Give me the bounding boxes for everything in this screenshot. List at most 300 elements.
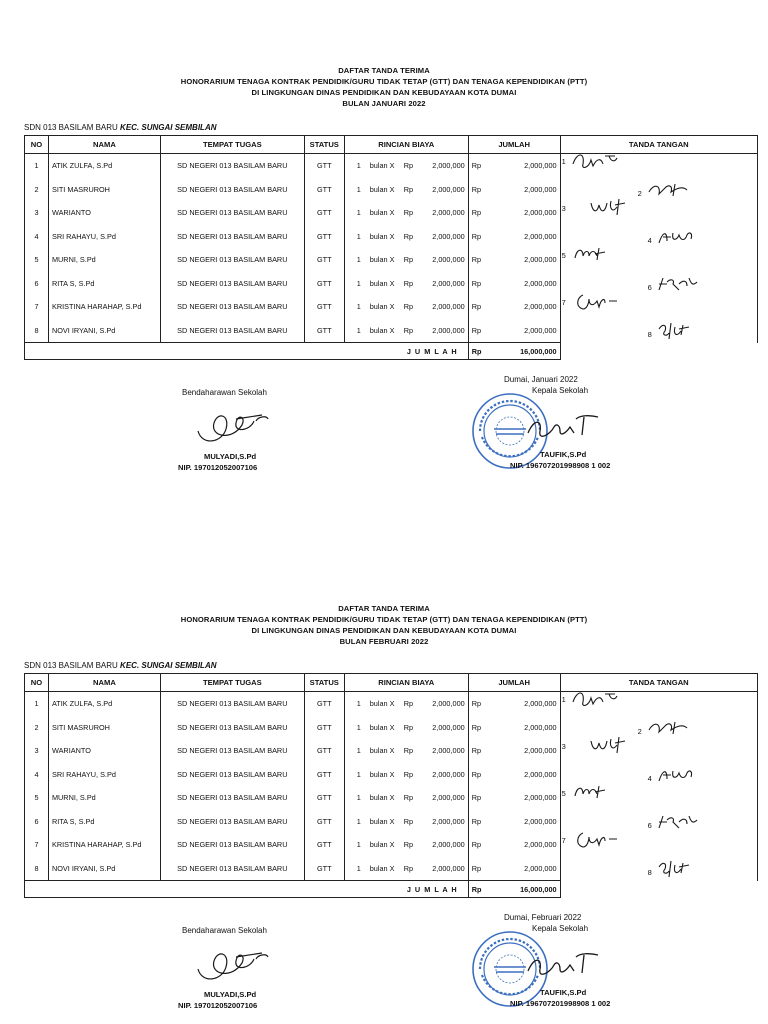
- cell-rincian: [344, 248, 468, 272]
- jumlah-value: 2,000,000: [524, 722, 557, 732]
- row-signature: [589, 197, 637, 219]
- signature-number: 4: [647, 235, 652, 245]
- cell-nama: SITI MASRUROH: [48, 716, 160, 740]
- col-header-ttd: TANDA TANGAN: [560, 674, 757, 692]
- table-header-row: [25, 136, 758, 154]
- rincian-amount: 2,000,000: [432, 722, 465, 732]
- rincian-amount: 2,000,000: [432, 325, 465, 335]
- rincian-amount: 2,000,000: [432, 184, 465, 194]
- cell-tempat: SD NEGERI 013 BASILAM BARU: [160, 319, 304, 343]
- school-name: SDN 013 BASILAM BARU: [24, 661, 118, 670]
- jumlah-value: 2,000,000: [524, 840, 557, 850]
- cell-nama: SRI RAHAYU, S.Pd: [48, 763, 160, 787]
- rincian-unit: bulan X: [369, 769, 395, 779]
- cell-nama: KRISTINA HARAHAP, S.Pd: [48, 295, 160, 319]
- col-header-rincian: RINCIAN BIAYA: [344, 674, 468, 692]
- cell-status: GTT: [304, 225, 344, 249]
- cell-no: 4: [25, 763, 49, 787]
- bendahara-role: Bendaharawan Sekolah: [182, 388, 267, 397]
- cell-status: GTT: [304, 716, 344, 740]
- rincian-amount: 2,000,000: [432, 863, 465, 873]
- cell-jumlah: [468, 763, 560, 787]
- row-signature: [657, 227, 705, 249]
- cell-status: GTT: [304, 833, 344, 857]
- rincian-amount: 2,000,000: [432, 208, 465, 218]
- cell-tempat: SD NEGERI 013 BASILAM BARU: [160, 201, 304, 225]
- rincian-qty: 1: [356, 699, 361, 709]
- sheet-title: [0, 65, 768, 109]
- row-signature: [573, 244, 621, 266]
- cell-rincian: [344, 739, 468, 763]
- jumlah-value: 2,000,000: [524, 278, 557, 288]
- kepala-name: TAUFIK,S.Pd: [540, 988, 587, 997]
- cell-nama: RITA S, S.Pd: [48, 810, 160, 834]
- cell-tempat: SD NEGERI 013 BASILAM BARU: [160, 692, 304, 716]
- cell-rincian: [344, 295, 468, 319]
- table-row: [25, 154, 758, 178]
- signature-number: 1: [561, 695, 566, 704]
- cell-jumlah: [468, 716, 560, 740]
- receipt-sheet-february: [0, 603, 768, 1010]
- table-row: [25, 201, 758, 225]
- cell-rincian: [344, 833, 468, 857]
- cell-jumlah: [468, 857, 560, 881]
- cell-jumlah: [468, 248, 560, 272]
- rincian-amount: 2,000,000: [432, 769, 465, 779]
- col-header-tempat: TEMPAT TUGAS: [160, 136, 304, 154]
- rincian-unit: bulan X: [369, 161, 395, 171]
- school-line: [24, 123, 217, 132]
- cell-nama: MURNI, S.Pd: [48, 248, 160, 272]
- cell-tempat: SD NEGERI 013 BASILAM BARU: [160, 763, 304, 787]
- kepala-name: TAUFIK,S.Pd: [540, 450, 587, 459]
- cell-status: GTT: [304, 295, 344, 319]
- jumlah-rp: Rp: [471, 231, 482, 241]
- cell-no: 3: [25, 201, 49, 225]
- cell-status: GTT: [304, 786, 344, 810]
- rincian-rp: Rp: [403, 722, 414, 732]
- cell-tanda-tangan: [560, 833, 757, 857]
- cell-jumlah: [468, 154, 560, 178]
- cell-nama: WARIANTO: [48, 739, 160, 763]
- jumlah-value: 2,000,000: [524, 255, 557, 265]
- signature-number: 5: [561, 789, 566, 798]
- jumlah-rp: Rp: [471, 184, 482, 194]
- bendahara-name: MULYADI,S.Pd: [204, 452, 257, 461]
- col-header-nama: NAMA: [48, 136, 160, 154]
- total-label: J U M L A H: [25, 881, 469, 898]
- cell-status: GTT: [304, 201, 344, 225]
- cell-status: GTT: [304, 857, 344, 881]
- col-header-ttd: TANDA TANGAN: [560, 136, 757, 154]
- cell-tempat: SD NEGERI 013 BASILAM BARU: [160, 716, 304, 740]
- rincian-rp: Rp: [403, 184, 414, 194]
- total-value: 16,000,000: [520, 346, 557, 356]
- jumlah-rp: Rp: [471, 302, 482, 312]
- rincian-qty: 1: [356, 255, 361, 265]
- cell-status: GTT: [304, 154, 344, 178]
- cell-rincian: [344, 319, 468, 343]
- rincian-qty: 1: [356, 840, 361, 850]
- cell-status: GTT: [304, 248, 344, 272]
- cell-tanda-tangan: [560, 154, 757, 178]
- cell-rincian: [344, 178, 468, 202]
- sheet-title: [0, 603, 768, 647]
- cell-jumlah: [468, 225, 560, 249]
- total-value: 16,000,000: [520, 884, 557, 894]
- rincian-qty: 1: [356, 816, 361, 826]
- jumlah-rp: Rp: [471, 722, 482, 732]
- jumlah-value: 2,000,000: [524, 746, 557, 756]
- rincian-rp: Rp: [403, 769, 414, 779]
- cell-rincian: [344, 272, 468, 296]
- total-rp: Rp: [471, 346, 482, 356]
- kepala-role: Kepala Sekolah: [532, 386, 589, 395]
- signature-number: 6: [647, 820, 652, 830]
- rincian-qty: 1: [356, 722, 361, 732]
- rincian-rp: Rp: [403, 793, 414, 803]
- table-row: [25, 178, 758, 202]
- jumlah-rp: Rp: [471, 255, 482, 265]
- cell-nama: NOVI IRYANI, S.Pd: [48, 857, 160, 881]
- cell-status: GTT: [304, 178, 344, 202]
- rincian-amount: 2,000,000: [432, 161, 465, 171]
- table-row: [25, 833, 758, 857]
- rincian-qty: 1: [356, 746, 361, 756]
- cell-tanda-tangan: [560, 319, 757, 343]
- rincian-amount: 2,000,000: [432, 840, 465, 850]
- title-line-4: BULAN JANUARI 2022: [342, 99, 426, 108]
- cell-nama: RITA S, S.Pd: [48, 272, 160, 296]
- signature-number: 1: [561, 157, 566, 166]
- jumlah-value: 2,000,000: [524, 793, 557, 803]
- row-signature: [647, 180, 695, 202]
- cell-tanda-tangan: [560, 786, 757, 810]
- signature-number: 8: [647, 329, 652, 339]
- place-date: Dumai, Januari 2022: [504, 375, 578, 384]
- rincian-rp: Rp: [403, 746, 414, 756]
- title-line-2: HONORARIUM TENAGA KONTRAK PENDIDIK/GURU TIDAK TETAP (GTT) DAN TENAGA KEPENDIDIKAN (PTT): [180, 615, 588, 624]
- rincian-qty: 1: [356, 302, 361, 312]
- cell-no: 2: [25, 178, 49, 202]
- row-signature: [657, 812, 705, 834]
- cell-rincian: [344, 857, 468, 881]
- rincian-qty: 1: [356, 278, 361, 288]
- rincian-qty: 1: [356, 161, 361, 171]
- jumlah-value: 2,000,000: [524, 184, 557, 194]
- col-header-jumlah: JUMLAH: [468, 674, 560, 692]
- cell-jumlah: [468, 739, 560, 763]
- row-signature: [571, 688, 619, 710]
- cell-tempat: SD NEGERI 013 BASILAM BARU: [160, 272, 304, 296]
- rincian-amount: 2,000,000: [432, 255, 465, 265]
- cell-tempat: SD NEGERI 013 BASILAM BARU: [160, 857, 304, 881]
- rincian-unit: bulan X: [369, 722, 395, 732]
- cell-rincian: [344, 225, 468, 249]
- cell-jumlah: [468, 786, 560, 810]
- jumlah-value: 2,000,000: [524, 769, 557, 779]
- cell-no: 2: [25, 716, 49, 740]
- cell-tanda-tangan: [560, 692, 757, 716]
- rincian-amount: 2,000,000: [432, 816, 465, 826]
- rincian-unit: bulan X: [369, 746, 395, 756]
- school-name: SDN 013 BASILAM BARU: [24, 123, 118, 132]
- rincian-qty: 1: [356, 208, 361, 218]
- cell-jumlah: [468, 810, 560, 834]
- cell-tempat: SD NEGERI 013 BASILAM BARU: [160, 178, 304, 202]
- table-row: [25, 248, 758, 272]
- row-signature: [647, 718, 695, 740]
- title-line-2: HONORARIUM TENAGA KONTRAK PENDIDIK/GURU TIDAK TETAP (GTT) DAN TENAGA KEPENDIDIKAN (PTT): [180, 77, 588, 86]
- cell-tanda-tangan: [560, 201, 757, 225]
- cell-no: 7: [25, 295, 49, 319]
- cell-no: 8: [25, 857, 49, 881]
- rincian-amount: 2,000,000: [432, 793, 465, 803]
- rincian-unit: bulan X: [369, 302, 395, 312]
- cell-jumlah: [468, 178, 560, 202]
- table-row: [25, 692, 758, 716]
- cell-rincian: [344, 201, 468, 225]
- cell-nama: SITI MASRUROH: [48, 178, 160, 202]
- rincian-unit: bulan X: [369, 863, 395, 873]
- rincian-unit: bulan X: [369, 793, 395, 803]
- col-header-nama: NAMA: [48, 674, 160, 692]
- kepala-nip: NIP. 196707201998908 1 002: [510, 999, 611, 1008]
- jumlah-value: 2,000,000: [524, 302, 557, 312]
- cell-tempat: SD NEGERI 013 BASILAM BARU: [160, 295, 304, 319]
- row-signature: [589, 735, 637, 757]
- rincian-amount: 2,000,000: [432, 746, 465, 756]
- rincian-rp: Rp: [403, 208, 414, 218]
- cell-tempat: SD NEGERI 013 BASILAM BARU: [160, 248, 304, 272]
- cell-nama: ATIK ZULFA, S.Pd: [48, 692, 160, 716]
- rincian-rp: Rp: [403, 840, 414, 850]
- rincian-amount: 2,000,000: [432, 302, 465, 312]
- receipt-sheet-january: [0, 65, 768, 472]
- cell-no: 8: [25, 319, 49, 343]
- signature-number: 7: [561, 298, 566, 307]
- cell-no: 7: [25, 833, 49, 857]
- table-row: [25, 295, 758, 319]
- cell-tempat: SD NEGERI 013 BASILAM BARU: [160, 833, 304, 857]
- rincian-unit: bulan X: [369, 255, 395, 265]
- table-header-row: [25, 674, 758, 692]
- total-row: [25, 881, 758, 898]
- jumlah-value: 2,000,000: [524, 208, 557, 218]
- cell-rincian: [344, 154, 468, 178]
- cell-tanda-tangan: [560, 248, 757, 272]
- cell-no: 5: [25, 786, 49, 810]
- col-header-tempat: TEMPAT TUGAS: [160, 674, 304, 692]
- table-row: [25, 857, 758, 881]
- rincian-qty: 1: [356, 325, 361, 335]
- rincian-rp: Rp: [403, 231, 414, 241]
- honorarium-table: [24, 673, 758, 898]
- cell-status: GTT: [304, 810, 344, 834]
- signature-number: 2: [637, 188, 642, 198]
- cell-status: GTT: [304, 692, 344, 716]
- bendahara-nip: NIP. 197012052007106: [178, 463, 258, 472]
- rincian-qty: 1: [356, 769, 361, 779]
- jumlah-value: 2,000,000: [524, 699, 557, 709]
- total-cell: [468, 343, 560, 360]
- bendahara-role: Bendaharawan Sekolah: [182, 926, 267, 935]
- signature-number: 8: [647, 867, 652, 877]
- col-header-rincian: RINCIAN BIAYA: [344, 136, 468, 154]
- table-row: [25, 786, 758, 810]
- cell-no: 1: [25, 154, 49, 178]
- rincian-rp: Rp: [403, 302, 414, 312]
- rincian-unit: bulan X: [369, 208, 395, 218]
- table-row: [25, 716, 758, 740]
- rincian-amount: 2,000,000: [432, 278, 465, 288]
- cell-no: 1: [25, 692, 49, 716]
- row-signature: [657, 859, 705, 881]
- school-line: [24, 661, 217, 670]
- col-header-status: STATUS: [304, 136, 344, 154]
- cell-rincian: [344, 763, 468, 787]
- cell-nama: WARIANTO: [48, 201, 160, 225]
- total-label: J U M L A H: [25, 343, 469, 360]
- kepala-nip: NIP. 196707201998908 1 002: [510, 461, 611, 470]
- jumlah-rp: Rp: [471, 699, 482, 709]
- rincian-rp: Rp: [403, 699, 414, 709]
- col-header-jumlah: JUMLAH: [468, 136, 560, 154]
- rincian-amount: 2,000,000: [432, 231, 465, 241]
- signature-number: 2: [637, 726, 642, 736]
- cell-status: GTT: [304, 272, 344, 296]
- rincian-amount: 2,000,000: [432, 699, 465, 709]
- cell-jumlah: [468, 319, 560, 343]
- cell-jumlah: [468, 201, 560, 225]
- cell-status: GTT: [304, 739, 344, 763]
- rincian-qty: 1: [356, 231, 361, 241]
- cell-tempat: SD NEGERI 013 BASILAM BARU: [160, 739, 304, 763]
- jumlah-rp: Rp: [471, 278, 482, 288]
- rincian-unit: bulan X: [369, 699, 395, 709]
- jumlah-rp: Rp: [471, 161, 482, 171]
- honorarium-table: [24, 135, 758, 360]
- cell-status: GTT: [304, 319, 344, 343]
- cell-tanda-tangan: [560, 739, 757, 763]
- total-row: [25, 343, 758, 360]
- rincian-rp: Rp: [403, 161, 414, 171]
- place-date: Dumai, Februari 2022: [504, 913, 582, 922]
- bendahara-signature: [192, 939, 282, 989]
- table-row: [25, 319, 758, 343]
- signature-number: 7: [561, 836, 566, 845]
- table-row: [25, 763, 758, 787]
- kecamatan: KEC. SUNGAI SEMBILAN: [120, 123, 217, 132]
- jumlah-value: 2,000,000: [524, 161, 557, 171]
- rincian-qty: 1: [356, 184, 361, 194]
- row-signature: [575, 291, 623, 313]
- cell-jumlah: [468, 272, 560, 296]
- jumlah-rp: Rp: [471, 746, 482, 756]
- cell-no: 5: [25, 248, 49, 272]
- cell-status: GTT: [304, 763, 344, 787]
- cell-nama: NOVI IRYANI, S.Pd: [48, 319, 160, 343]
- cell-no: 6: [25, 810, 49, 834]
- cell-no: 3: [25, 739, 49, 763]
- cell-nama: SRI RAHAYU, S.Pd: [48, 225, 160, 249]
- total-cell: [468, 881, 560, 898]
- cell-tempat: SD NEGERI 013 BASILAM BARU: [160, 225, 304, 249]
- cell-tempat: SD NEGERI 013 BASILAM BARU: [160, 810, 304, 834]
- rincian-unit: bulan X: [369, 840, 395, 850]
- cell-tempat: SD NEGERI 013 BASILAM BARU: [160, 154, 304, 178]
- jumlah-value: 2,000,000: [524, 231, 557, 241]
- row-signature: [573, 782, 621, 804]
- cell-nama: KRISTINA HARAHAP, S.Pd: [48, 833, 160, 857]
- rincian-unit: bulan X: [369, 816, 395, 826]
- cell-jumlah: [468, 295, 560, 319]
- jumlah-rp: Rp: [471, 793, 482, 803]
- rincian-rp: Rp: [403, 325, 414, 335]
- signature-number: 4: [647, 773, 652, 783]
- col-header-status: STATUS: [304, 674, 344, 692]
- cell-tanda-tangan: [560, 857, 757, 881]
- jumlah-rp: Rp: [471, 208, 482, 218]
- signature-number: 5: [561, 251, 566, 260]
- bendahara-signature: [192, 401, 282, 451]
- table-row: [25, 272, 758, 296]
- rincian-unit: bulan X: [369, 325, 395, 335]
- kepala-role: Kepala Sekolah: [532, 924, 589, 933]
- cell-nama: ATIK ZULFA, S.Pd: [48, 154, 160, 178]
- signature-number: 3: [561, 742, 566, 751]
- rincian-unit: bulan X: [369, 184, 395, 194]
- col-header-no: NO: [25, 674, 49, 692]
- rincian-unit: bulan X: [369, 278, 395, 288]
- table-row: [25, 810, 758, 834]
- rincian-rp: Rp: [403, 278, 414, 288]
- row-signature: [657, 321, 705, 343]
- jumlah-rp: Rp: [471, 863, 482, 873]
- jumlah-rp: Rp: [471, 325, 482, 335]
- cell-tanda-tangan: [560, 295, 757, 319]
- title-line-3: DI LINGKUNGAN DINAS PENDIDIKAN DAN KEBUDAYAAN KOTA DUMAI: [251, 626, 517, 635]
- cell-jumlah: [468, 692, 560, 716]
- title-line-3: DI LINGKUNGAN DINAS PENDIDIKAN DAN KEBUDAYAAN KOTA DUMAI: [251, 88, 517, 97]
- rincian-rp: Rp: [403, 816, 414, 826]
- cell-jumlah: [468, 833, 560, 857]
- signature-number: 3: [561, 204, 566, 213]
- col-header-no: NO: [25, 136, 49, 154]
- cell-rincian: [344, 716, 468, 740]
- kecamatan: KEC. SUNGAI SEMBILAN: [120, 661, 217, 670]
- rincian-rp: Rp: [403, 255, 414, 265]
- jumlah-value: 2,000,000: [524, 816, 557, 826]
- cell-rincian: [344, 786, 468, 810]
- cell-rincian: [344, 692, 468, 716]
- title-line-1: DAFTAR TANDA TERIMA: [338, 66, 430, 75]
- jumlah-value: 2,000,000: [524, 863, 557, 873]
- row-signature: [575, 829, 623, 851]
- bendahara-name: MULYADI,S.Pd: [204, 990, 257, 999]
- cell-rincian: [344, 810, 468, 834]
- rincian-unit: bulan X: [369, 231, 395, 241]
- jumlah-value: 2,000,000: [524, 325, 557, 335]
- row-signature: [657, 274, 705, 296]
- row-signature: [657, 765, 705, 787]
- row-signature: [571, 150, 619, 172]
- signature-number: 6: [647, 282, 652, 292]
- title-line-1: DAFTAR TANDA TERIMA: [338, 604, 430, 613]
- total-rp: Rp: [471, 884, 482, 894]
- cell-tempat: SD NEGERI 013 BASILAM BARU: [160, 786, 304, 810]
- rincian-rp: Rp: [403, 863, 414, 873]
